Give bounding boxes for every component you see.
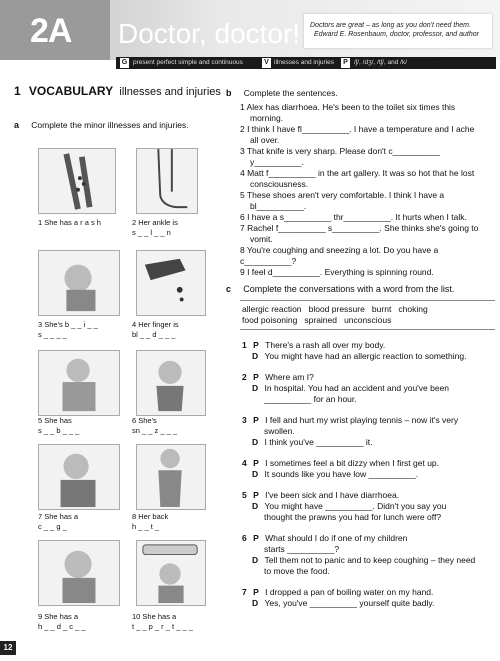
speaker-d: D (252, 383, 259, 393)
doctor-line-cont: to move the food. (264, 566, 330, 576)
patient-line: I've been sick and I have diarrhoea. (265, 490, 400, 500)
picture-back-hurts (136, 444, 206, 510)
ribbon-tag-pron: P (341, 58, 350, 68)
caption-7 (38, 512, 78, 532)
patient-line: I dropped a pan of boiling water on my hand. (265, 587, 434, 597)
exercise-b-instruction (226, 88, 338, 99)
dialogue-number: 2 (242, 372, 247, 382)
exercise-a-label: a (14, 120, 20, 130)
patient-line: I fell and hurt my wrist playing tennis – now it's very (265, 415, 459, 425)
dialogue-number: 5 (242, 490, 247, 500)
speaker-p: P (253, 415, 259, 425)
exercise-c-text: Complete the conversations with a word from the list. (243, 284, 455, 294)
sentence-line: all over. (250, 135, 280, 145)
dialogue-number: 4 (242, 458, 247, 468)
sentence-line: 9 I feel d__________. Everything is spinning round. (240, 267, 434, 277)
sentence-line: y__________. (250, 157, 304, 167)
picture-sunburn (38, 350, 120, 416)
speaker-p: P (253, 490, 259, 500)
speaker-d: D (252, 437, 259, 447)
doctor-line: Tell them not to panic and to keep coughing – they need (264, 555, 476, 565)
caption-6-line1: 6 She's (132, 416, 157, 425)
caption-8 (132, 512, 168, 532)
dialogue-number: 6 (242, 533, 247, 543)
exercise-b-text: Complete the sentences. (243, 88, 338, 98)
speaker-d: D (252, 598, 259, 608)
picture-bruise (38, 250, 120, 316)
caption-8-line1: 8 Her back (132, 512, 169, 521)
caption-10-line2: t _ _ p _ r _ t _ _ _ (132, 622, 193, 631)
dialogue (242, 415, 496, 448)
speaker-d: D (252, 501, 259, 511)
exercise-c-instruction (226, 284, 454, 295)
dialogue (242, 372, 496, 405)
section-number: 1 (14, 84, 21, 98)
sentence-line: 6 I have a s__________ thr__________. It hurts when I talk. (240, 212, 467, 222)
doctor-line: It sounds like you have low __________. (264, 469, 419, 479)
word-box-bottom-rule (240, 329, 495, 330)
sentence-line: 5 These shoes aren't very comfortable. I think I have a (240, 190, 445, 200)
sentence-line: vomit. (250, 234, 273, 244)
dialogue-number: 3 (242, 415, 247, 425)
caption-10-line1: 10 She has a (132, 612, 177, 621)
caption-5-line2: s _ _ b _ _ _ (38, 426, 80, 435)
speaker-p: P (253, 372, 259, 382)
dialogue (242, 458, 496, 480)
quote-author: Edward E. Rosenbaum, doctor, professor, and author (314, 31, 479, 38)
page-title: Doctor, doctor! (118, 18, 301, 49)
sentence-line: consciousness. (250, 179, 309, 189)
ribbon-tag-grammar: G (121, 59, 128, 66)
patient-line: I sometimes feel a bit dizzy when I first get up. (265, 458, 440, 468)
caption-1 (38, 218, 101, 228)
section-1-heading (14, 84, 224, 98)
dialogue-number: 7 (242, 587, 247, 597)
patient-line: What should I do if one of my children (265, 533, 408, 543)
doctor-line: In hospital. You had an accident and you've been (264, 383, 450, 393)
speaker-p: P (253, 458, 259, 468)
sentences-list (240, 102, 496, 278)
caption-9-line1: 9 She has a (38, 612, 79, 621)
sentence-line: 7 Rachel f__________ s__________. She thinks she's going to (240, 223, 479, 233)
sentence-line: 1 Alex has diarrhoea. He's been to the toilet six times this (240, 102, 456, 112)
picture-finger (136, 250, 206, 316)
caption-4 (132, 320, 179, 340)
caption-1-line: 1 She has a r a s h (38, 218, 101, 227)
doctor-line: I think you've __________ it. (264, 437, 373, 447)
word-list-line-1: allergic reaction blood pressure burnt choking (242, 304, 428, 314)
caption-8-line2: h _ _ t _ (132, 522, 160, 531)
sentence-line: bl__________. (250, 201, 307, 211)
caption-10 (132, 612, 193, 632)
sentence-line: 8 You're coughing and sneezing a lot. Do you have a c__________? (240, 245, 439, 266)
doctor-line-cont: thought the prawns you had for lunch were off? (264, 512, 442, 522)
ribbon-tag-vocab: V (262, 58, 271, 68)
doctor-line: You might have had an allergic reaction to something. (264, 351, 467, 361)
patient-line: Where am I? (265, 372, 314, 382)
caption-2-line1: 2 Her ankle is (132, 218, 178, 227)
ribbon-grammar: present perfect simple and continuous (133, 59, 243, 66)
dialogue (242, 340, 496, 362)
patient-line-cont: starts __________? (264, 544, 340, 554)
ribbon-vocab: illnesses and injuries (274, 59, 334, 66)
quote (310, 21, 479, 39)
picture-temperature (136, 540, 206, 606)
picture-headache (38, 540, 120, 606)
doctor-line: Yes, you've __________ yourself quite badly. (264, 598, 435, 608)
word-box (242, 304, 496, 326)
caption-3-line1: 3 She's b _ _ i _ _ (38, 320, 98, 329)
sentence-line: 4 Matt f__________ in the art gallery. It was so hot that he lost (240, 168, 475, 178)
caption-7-line2: c _ _ g _ (38, 522, 67, 531)
exercise-b-label: b (226, 88, 232, 98)
picture-cough (38, 444, 120, 510)
dialogue (242, 533, 496, 577)
speaker-p: P (253, 340, 259, 350)
word-box-top-rule (240, 300, 495, 301)
sentence-line: morning. (250, 113, 284, 123)
dialogue-list (242, 340, 496, 609)
dialogue-number: 1 (242, 340, 247, 350)
doctor-line: You might have __________. Didn't you say you (264, 501, 447, 511)
word-list-line-2: food poisoning sprained unconscious (242, 315, 392, 325)
speaker-d: D (252, 555, 259, 565)
unit-number: 2A (30, 12, 72, 50)
quote-text: Doctors are great – as long as you don't need them. (310, 22, 471, 29)
caption-5-line1: 5 She has (38, 416, 72, 425)
sentence-line: 3 That knife is very sharp. Please don't c__________ (240, 146, 440, 156)
doctor-line-cont: __________ for an hour. (264, 394, 357, 404)
speaker-p: P (253, 587, 259, 597)
caption-5 (38, 416, 79, 436)
exercise-c-label: c (226, 284, 232, 294)
caption-6 (132, 416, 177, 436)
caption-3-line2: s _ _ _ _ (38, 330, 67, 339)
exercise-a-text: Complete the minor illnesses and injuries. (31, 120, 189, 130)
section-heading: VOCABULARY (28, 84, 114, 98)
speaker-d: D (252, 351, 259, 361)
caption-3 (38, 320, 98, 340)
dialogue (242, 587, 496, 609)
section-heading-rest: illnesses and injuries (119, 86, 221, 98)
dialogue (242, 490, 496, 523)
caption-9-line2: h _ _ d _ c _ _ (38, 622, 86, 631)
speaker-d: D (252, 469, 259, 479)
caption-2-line2: s _ _ l _ _ n (132, 228, 171, 237)
caption-2 (132, 218, 178, 238)
patient-line-cont: swollen. (264, 426, 295, 436)
caption-7-line1: 7 She has a (38, 512, 79, 521)
sentence-line: 2 I think I have fl__________. I have a temperature and I ache (240, 124, 475, 134)
patient-line: There's a rash all over my body. (265, 340, 386, 350)
caption-6-line2: sn _ _ z _ _ _ (132, 426, 178, 435)
speaker-p: P (253, 533, 259, 543)
page-number: 12 (0, 641, 16, 655)
ribbon-pron: /ʃ/, /dʒ/, /tʃ/, and /k/ (354, 59, 408, 66)
picture-ankle (136, 148, 198, 214)
exercise-a-instruction (14, 120, 224, 131)
picture-rash (38, 148, 116, 214)
caption-9 (38, 612, 86, 632)
caption-4-line1: 4 Her finger is (132, 320, 179, 329)
picture-sneezing (136, 350, 206, 416)
caption-4-line2: bl _ _ d _ _ _ (132, 330, 176, 339)
